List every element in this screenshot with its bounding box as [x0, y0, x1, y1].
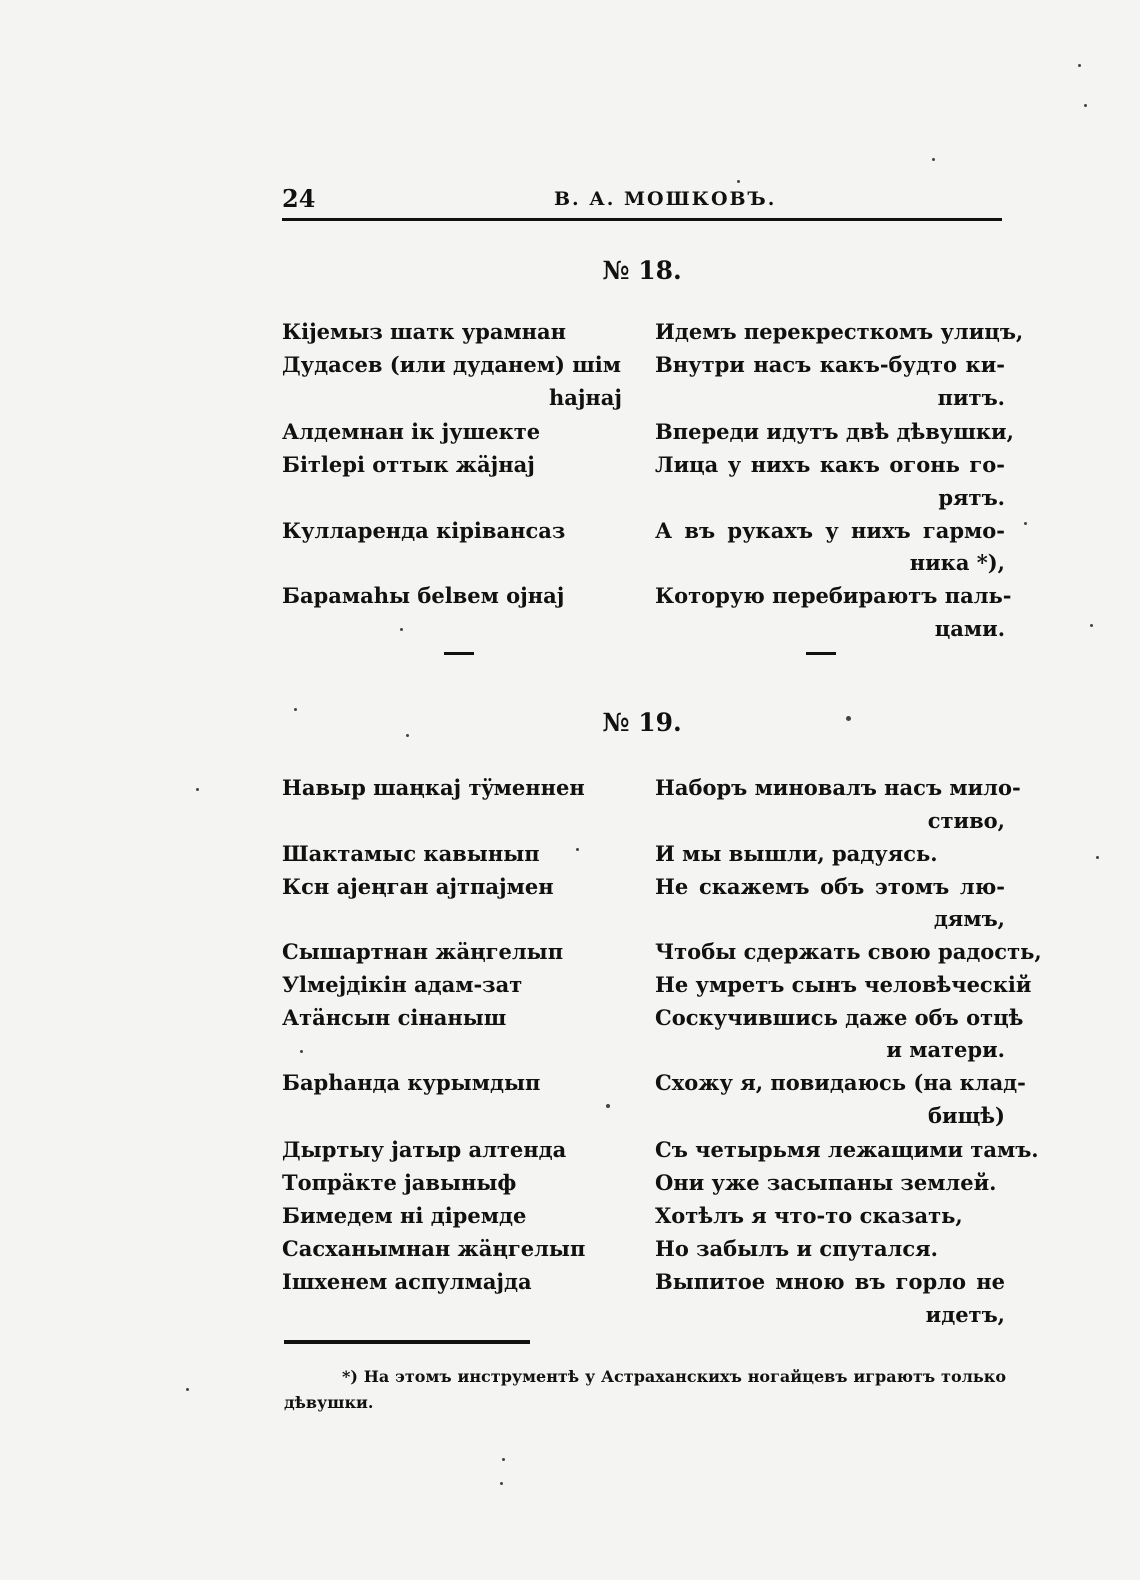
- translation-line: А въ рукахъ у нихъ гармо-: [655, 518, 1005, 543]
- verse-line: Атäнсын сiнаныш: [282, 1005, 507, 1030]
- verse-line: Ксн ајеңган ајтпајмен: [282, 874, 554, 899]
- scan-speck: [932, 158, 935, 161]
- verse-line: Дыртыу јатыр алтенда: [282, 1137, 567, 1162]
- verse-line: Бимедем нi дiремде: [282, 1203, 527, 1228]
- translation-line: Соскучившись даже объ отцѣ: [655, 1005, 1024, 1030]
- poem-19-title: № 19.: [602, 708, 682, 737]
- translation-line-continuation: дямъ,: [933, 906, 1005, 931]
- scan-speck: [576, 848, 579, 851]
- verse-line: Барhанда курымдып: [282, 1070, 541, 1095]
- translation-line: Съ четырьмя лежащими тамъ.: [655, 1137, 1039, 1162]
- translation-line: Внутри насъ какъ-будто ки-: [655, 352, 1005, 377]
- section-dash-left: [444, 652, 474, 655]
- scan-speck: [196, 788, 199, 791]
- translation-line: Впереди идутъ двѣ дѣвушки,: [655, 419, 1014, 444]
- verse-line: Кулларенда кiрiвансаз: [282, 518, 566, 543]
- scan-speck: [406, 734, 409, 737]
- translation-line: Выпитое мною въ горло не: [655, 1269, 1005, 1294]
- scan-speck: [500, 1482, 503, 1485]
- translation-line: Хотѣлъ я что-то сказать,: [655, 1203, 963, 1228]
- translation-line: Чтобы сдержать свою радость,: [655, 939, 1042, 964]
- footnote-rule: [284, 1340, 530, 1344]
- verse-line: Топрäкте јавыныф: [282, 1170, 517, 1195]
- scan-speck: [1024, 522, 1027, 525]
- verse-line: Барамаhы беlвем ојнај: [282, 583, 565, 608]
- scan-speck: [1084, 104, 1087, 107]
- scan-speck: [502, 1458, 505, 1461]
- translation-line: Но забылъ и спутался.: [655, 1236, 938, 1261]
- verse-line-continuation: hајнај: [548, 385, 622, 410]
- scan-speck: [846, 716, 851, 721]
- translation-line-continuation: идетъ,: [925, 1302, 1005, 1327]
- verse-line: Бiтlерi оттык жäјнај: [282, 452, 535, 477]
- verse-line: Уlмеjдiкiн адам-зат: [282, 972, 523, 997]
- running-title: В. А. МОШКОВЪ.: [554, 188, 777, 210]
- verse-line: Дудасев (или дуданем) шiм: [282, 352, 622, 377]
- verse-line: Iшхенем аспулмајда: [282, 1269, 532, 1294]
- translation-line: Лица у нихъ какъ огонь го-: [655, 452, 1005, 477]
- page-header: [282, 184, 1000, 214]
- scan-speck: [1096, 856, 1099, 859]
- scan-speck: [737, 180, 740, 183]
- translation-line: Не скажемъ объ этомъ лю-: [655, 874, 1005, 899]
- scan-speck: [300, 1050, 303, 1053]
- translation-line: И мы вышли, радуясь.: [655, 841, 938, 866]
- scan-speck: [294, 708, 297, 711]
- scan-speck: [400, 628, 403, 631]
- poem-18-title: № 18.: [602, 256, 682, 285]
- translation-line-continuation: цами.: [934, 616, 1005, 641]
- translation-line: Они уже засыпаны землей.: [655, 1170, 997, 1195]
- translation-line-continuation: ника *),: [909, 550, 1005, 575]
- footnote: *) На этомъ инструментѣ у Астраханскихъ ногайцевъ играютъ только дѣвушки.: [284, 1367, 1006, 1412]
- verse-line: Сышартнан жäңгелып: [282, 939, 564, 964]
- translation-line: Наборъ миновалъ насъ мило-: [655, 775, 1021, 800]
- translation-line: Идемъ перекресткомъ улицъ,: [655, 319, 1024, 344]
- translation-line: Которую перебираютъ паль-: [655, 583, 1012, 608]
- translation-line-continuation: рятъ.: [938, 485, 1005, 510]
- translation-line-continuation: питъ.: [937, 385, 1005, 410]
- verse-line: Сасханымнан жäңгелып: [282, 1236, 586, 1261]
- section-dash-right: [806, 652, 836, 655]
- translation-line-continuation: стиво,: [927, 808, 1005, 833]
- translation-line: Не умретъ сынъ человѣческiй: [655, 972, 1032, 997]
- scan-speck: [186, 1388, 189, 1391]
- verse-line: Шактамыс кавынып: [282, 841, 540, 866]
- scan-speck: [1078, 64, 1081, 67]
- page-number: 24: [282, 184, 316, 213]
- scan-speck: [606, 1104, 610, 1108]
- verse-line: Алдемнан iк јушекте: [282, 419, 541, 444]
- translation-line: Схожу я, повидаюсь (на клад-: [655, 1070, 1026, 1095]
- header-rule: [282, 218, 1002, 221]
- translation-line-continuation: бищѣ): [927, 1103, 1005, 1128]
- translation-line-continuation: и матери.: [886, 1037, 1005, 1062]
- verse-line: Кiјемыз шатк урамнан: [282, 319, 567, 344]
- scan-speck: [1090, 624, 1093, 627]
- verse-line: Навыр шаңкај тÿменнен: [282, 775, 585, 800]
